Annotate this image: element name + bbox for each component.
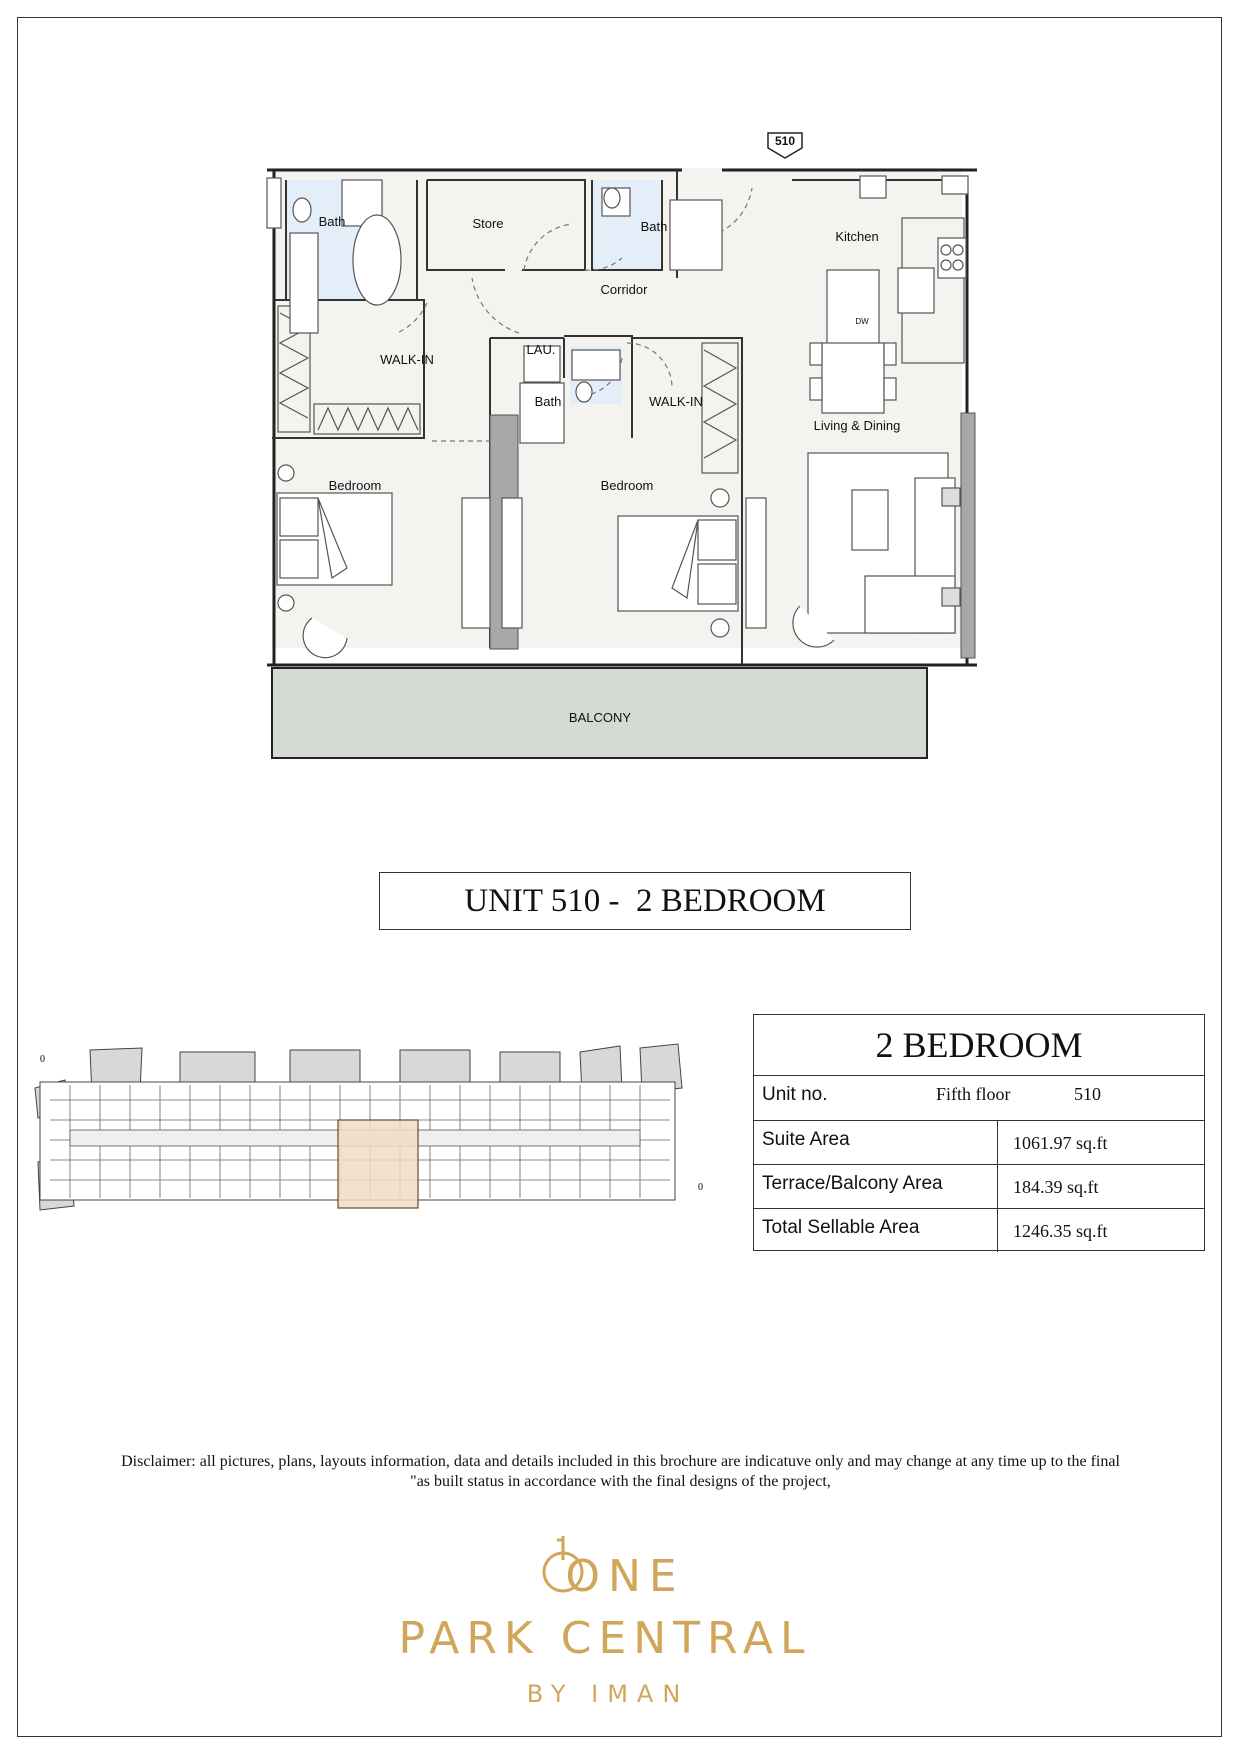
spec-heading: 2 BEDROOM <box>875 1025 1083 1065</box>
spec-total-area: 1246.35 sq.ft <box>1013 1221 1108 1241</box>
room-label-bedroom: Bedroom <box>600 478 654 493</box>
unit-marker-label: 510 <box>774 134 796 148</box>
key-plan-zero-left: 0 <box>40 1054 45 1065</box>
brand-logo <box>370 1530 870 1710</box>
logo-line-by-iman: BY IMAN <box>526 1680 690 1708</box>
disclaimer-line-1: Disclaimer: all pictures, plans, layouts information, data and details included in this brochure are indicatuve only and may change at any time up to the final <box>121 1453 1120 1470</box>
spec-label-unit-no: Unit no. <box>762 1084 828 1105</box>
key-plan <box>30 1040 720 1230</box>
room-label-living-dining: Living & Dining <box>813 418 901 433</box>
spec-row-terrace-area <box>754 1164 1204 1208</box>
unit-title: UNIT 510 - 2 BEDROOM <box>379 872 911 930</box>
room-label-corridor: Corridor <box>600 282 648 297</box>
unit-marker <box>768 133 802 158</box>
spec-floor: Fifth floor <box>936 1084 1011 1104</box>
spec-unit-no: 510 <box>1074 1084 1101 1104</box>
logo-line-one: ONE <box>565 1551 685 1602</box>
disclaimer <box>60 1452 1181 1492</box>
room-label-bath: Bath <box>640 219 668 234</box>
spec-divider <box>997 1209 998 1252</box>
key-plan-zero-right: 0 <box>698 1182 703 1193</box>
spec-label-terrace-area: Terrace/Balcony Area <box>762 1173 943 1194</box>
room-label-bath: Bath <box>318 214 346 229</box>
room-label-bedroom: Bedroom <box>328 478 382 493</box>
spec-row-unit-no <box>754 1075 1204 1120</box>
floor-plan <box>262 128 978 760</box>
room-label-lau: LAU. <box>526 342 556 357</box>
dishwasher-label: DW <box>855 317 869 326</box>
room-label-walkin: WALK-IN <box>380 352 434 367</box>
room-label-walkin: WALK-IN <box>649 394 703 409</box>
spec-label-suite-area: Suite Area <box>762 1129 850 1150</box>
room-label-balcony: BALCONY <box>568 710 632 725</box>
room-label-bath: Bath <box>534 394 562 409</box>
spec-row-suite-area <box>754 1120 1204 1164</box>
spec-divider <box>997 1165 998 1208</box>
spec-terrace-area: 184.39 sq.ft <box>1013 1177 1099 1197</box>
column-right <box>961 413 975 658</box>
spec-table <box>753 1014 1205 1251</box>
logo-line-park-central: PARK CENTRAL <box>398 1613 812 1664</box>
disclaimer-line-2: "as built status in accordance with the final designs of the project, <box>410 1473 831 1490</box>
spec-label-total-area: Total Sellable Area <box>762 1217 920 1238</box>
room-label-store: Store <box>472 216 504 231</box>
spec-divider <box>997 1121 998 1164</box>
spec-suite-area: 1061.97 sq.ft <box>1013 1133 1108 1153</box>
spec-row-total-area <box>754 1208 1204 1252</box>
room-label-kitchen: Kitchen <box>835 229 879 244</box>
highlighted-unit <box>338 1120 418 1208</box>
